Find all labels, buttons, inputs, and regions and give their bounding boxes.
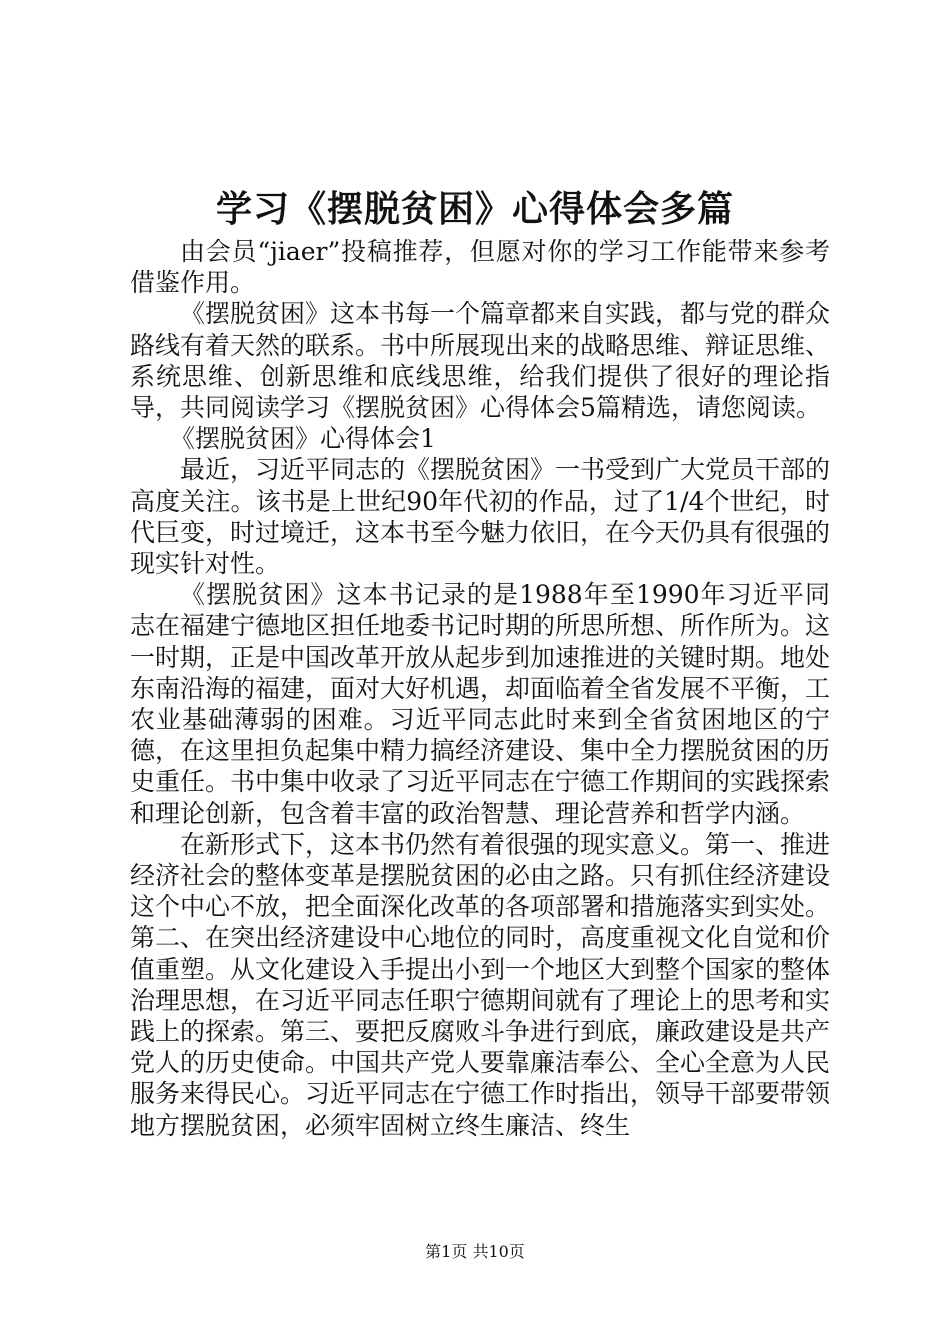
- paragraph-intro: 由会员“jiaer”投稿推荐，但愿对你的学习工作能带来参考借鉴作用。: [130, 237, 830, 298]
- paragraph-3: 在新形式下，这本书仍然有着很强的现实意义。第一、推进经济社会的整体变革是摆脱贫困的必由之路。只有抓住经济建设这个中心不放，把全面深化改革的各项部署和措施落实到实处。第二、在突出经济建设中心地位的同时，高度重视文化自觉和价值重塑。从文化建设入手提出小到一个地区大到整个国家的整体治理思想，在习近平同志任职宁德期间就有了理论上的思考和实践上的探索。第三、要把反腐败斗争进行到底，廉政建设是共产党人的历史使命。中国共产党人要靠廉洁奉公、全心全意为人民服务来得民心。习近平同志在宁德工作时指出，领导干部要带领地方摆脱贫困，必须牢固树立终生廉洁、终生: [130, 829, 831, 1140]
- paragraph-summary: 《摆脱贫困》这本书每一个篇章都来自实践，都与党的群众路线有着天然的联系。书中所展现出来的战略思维、辩证思维、系统思维、创新思维和底线思维，给我们提供了很好的理论指导，共同阅读学习《摆脱贫困》心得体会5篇精选，请您阅读。: [130, 299, 831, 423]
- paragraph-1: 最近，习近平同志的《摆脱贫困》一书受到广大党员干部的高度关注。该书是上世纪90年代初的作品，过了1/4个世纪，时代巨变，时过境迁，这本书至今魅力依旧，在今天仍具有很强的现实针对性。: [130, 455, 831, 579]
- section-heading-1: 《摆脱贫困》心得体会1: [170, 424, 436, 454]
- page-number-footer: 第1页 共10页: [425, 1242, 525, 1261]
- document-title: 学习《摆脱贫困》心得体会多篇: [215, 188, 734, 230]
- paragraph-2: 《摆脱贫困》这本书记录的是1988年至1990年习近平同志在福建宁德地区担任地委书记时期的所思所想、所作所为。这一时期，正是中国改革开放从起步到加速推进的关键时期。地处东南沿海的福建，面对大好机遇，却面临着全省发展不平衡，工农业基础薄弱的困难。习近平同志此时来到全省贫困地区的宁德，在这里担负起集中精力搞经济建设、集中全力摆脱贫困的历史重任。书中集中收录了习近平同志在宁德工作期间的实践探索和理论创新，包含着丰富的政治智慧、理论营养和哲学内涵。: [130, 580, 831, 828]
- document-body: [130, 236, 830, 1141]
